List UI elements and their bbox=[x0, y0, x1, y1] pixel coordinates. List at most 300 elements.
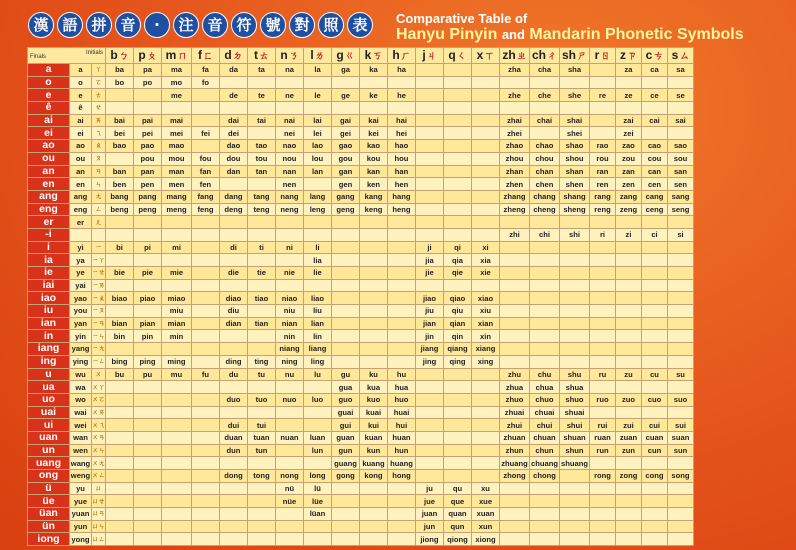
syllable-cell bbox=[444, 279, 472, 292]
syllable-cell: cai bbox=[642, 114, 668, 127]
syllable-cell: zang bbox=[616, 190, 642, 203]
syllable-cell: zu bbox=[616, 368, 642, 381]
syllable-cell: shan bbox=[560, 165, 590, 178]
initial-zhuyin: ㄎ bbox=[372, 50, 383, 62]
initial-zhuyin: ㄇ bbox=[177, 50, 188, 62]
syllable-cell: peng bbox=[134, 203, 162, 216]
syllable-cell bbox=[500, 482, 530, 495]
initial-pinyin: l bbox=[310, 47, 314, 62]
syllable-cell: long bbox=[304, 470, 332, 483]
syllable-cell: jiu bbox=[416, 305, 444, 318]
syllable-cell bbox=[388, 355, 416, 368]
syllable-cell bbox=[560, 495, 590, 508]
syllable-cell bbox=[134, 254, 162, 267]
syllable-cell: sun bbox=[668, 444, 694, 457]
syllable-cell bbox=[248, 216, 276, 229]
syllable-cell: chang bbox=[530, 190, 560, 203]
syllable-cell bbox=[642, 330, 668, 343]
syllable-cell bbox=[668, 355, 694, 368]
syllable-cell: na bbox=[276, 64, 304, 77]
syllable-cell bbox=[444, 419, 472, 432]
syllable-cell: zai bbox=[616, 114, 642, 127]
syllable-cell bbox=[360, 520, 388, 533]
syllable-cell bbox=[642, 343, 668, 356]
initial-pinyin: g bbox=[336, 47, 344, 62]
syllable-cell: zhai bbox=[500, 114, 530, 127]
syllable-cell: nüe bbox=[276, 495, 304, 508]
syllable-cell bbox=[472, 444, 500, 457]
syllable-cell: lao bbox=[304, 140, 332, 153]
syllable-cell bbox=[332, 102, 360, 115]
syllable-cell: ti bbox=[248, 241, 276, 254]
syllable-cell: nuo bbox=[276, 393, 304, 406]
syllable-cell bbox=[134, 470, 162, 483]
syllable-cell: ce bbox=[642, 89, 668, 102]
syllable-cell bbox=[530, 216, 560, 229]
standalone-pinyin: yun bbox=[70, 520, 92, 533]
syllable-cell bbox=[220, 178, 248, 191]
table-row bbox=[28, 381, 694, 394]
syllable-cell bbox=[162, 216, 192, 229]
syllable-cell: liang bbox=[304, 343, 332, 356]
initial-pinyin: d bbox=[224, 47, 232, 62]
syllable-cell bbox=[472, 152, 500, 165]
title-char: 音 bbox=[115, 12, 141, 38]
syllable-cell: suan bbox=[668, 431, 694, 444]
syllable-cell: ceng bbox=[642, 203, 668, 216]
final-zhuyin: ㄩㄝ bbox=[92, 495, 106, 508]
syllable-cell: heng bbox=[388, 203, 416, 216]
final-label: i bbox=[28, 241, 70, 254]
syllable-cell: jian bbox=[416, 317, 444, 330]
syllable-cell: xia bbox=[472, 254, 500, 267]
syllable-cell: chu bbox=[530, 368, 560, 381]
syllable-cell: cou bbox=[642, 152, 668, 165]
syllable-cell: zhuang bbox=[501, 458, 528, 468]
syllable-cell: fou bbox=[192, 152, 220, 165]
syllable-cell bbox=[500, 508, 530, 521]
syllable-cell: rao bbox=[590, 140, 616, 153]
initial-zhuyin: ㄈ bbox=[203, 50, 213, 62]
syllable-cell bbox=[248, 406, 276, 419]
syllable-cell: mo bbox=[162, 76, 192, 89]
syllable-cell bbox=[472, 114, 500, 127]
syllable-cell bbox=[416, 406, 444, 419]
initial-header-s bbox=[668, 48, 694, 64]
syllable-cell bbox=[106, 457, 134, 470]
syllable-cell: sen bbox=[668, 178, 694, 191]
final-label: an bbox=[28, 165, 70, 178]
syllable-cell bbox=[248, 127, 276, 140]
syllable-cell bbox=[388, 343, 416, 356]
syllable-cell: zhi bbox=[500, 228, 530, 241]
syllable-cell bbox=[500, 241, 530, 254]
standalone-pinyin: yang bbox=[70, 343, 92, 356]
syllable-cell bbox=[642, 102, 668, 115]
syllable-cell: kuan bbox=[360, 431, 388, 444]
syllable-cell: mi bbox=[162, 241, 192, 254]
syllable-cell: ne bbox=[276, 89, 304, 102]
syllable-cell: nong bbox=[276, 470, 304, 483]
syllable-cell bbox=[668, 330, 694, 343]
initial-pinyin: f bbox=[198, 47, 202, 62]
syllable-cell: hei bbox=[388, 127, 416, 140]
final-label: ie bbox=[28, 267, 70, 280]
table-row bbox=[28, 406, 694, 419]
syllable-cell: xiu bbox=[472, 305, 500, 318]
syllable-cell bbox=[416, 64, 444, 77]
table-row bbox=[28, 114, 694, 127]
final-zhuyin: ㄜ bbox=[92, 89, 106, 102]
initial-pinyin: p bbox=[138, 47, 146, 62]
syllable-cell bbox=[500, 355, 530, 368]
syllable-cell bbox=[668, 305, 694, 318]
syllable-cell: shi bbox=[560, 228, 590, 241]
syllable-cell: zhuan bbox=[500, 431, 530, 444]
syllable-cell bbox=[560, 241, 590, 254]
initial-header-ch bbox=[530, 48, 560, 64]
syllable-cell bbox=[388, 520, 416, 533]
initial-header-j bbox=[416, 48, 444, 64]
syllable-cell: zha bbox=[500, 64, 530, 77]
syllable-cell bbox=[472, 76, 500, 89]
title-mandarin-phonetic: Mandarin Phonetic Symbols bbox=[529, 26, 744, 43]
syllable-cell bbox=[444, 165, 472, 178]
syllable-cell bbox=[192, 241, 220, 254]
syllable-cell: ha bbox=[388, 64, 416, 77]
syllable-cell bbox=[220, 406, 248, 419]
table-row bbox=[28, 368, 694, 381]
syllable-cell bbox=[530, 292, 560, 305]
syllable-cell bbox=[560, 317, 590, 330]
table-row bbox=[28, 203, 694, 216]
syllable-cell bbox=[248, 76, 276, 89]
syllable-cell bbox=[360, 533, 388, 546]
syllable-cell bbox=[304, 419, 332, 432]
syllable-cell: bo bbox=[106, 76, 134, 89]
initial-header-q bbox=[444, 48, 472, 64]
final-zhuyin: ㄨㄞ bbox=[92, 406, 106, 419]
final-label: ing bbox=[28, 355, 70, 368]
syllable-cell: nan bbox=[276, 165, 304, 178]
final-label: uo bbox=[28, 393, 70, 406]
final-label: ai bbox=[28, 114, 70, 127]
syllable-cell: run bbox=[590, 444, 616, 457]
initial-zhuyin: ㄅ bbox=[118, 50, 129, 62]
syllable-cell: tian bbox=[248, 317, 276, 330]
syllable-cell bbox=[134, 444, 162, 457]
syllable-cell bbox=[192, 431, 220, 444]
syllable-cell bbox=[106, 533, 134, 546]
syllable-cell: ming bbox=[162, 355, 192, 368]
syllable-cell: sa bbox=[668, 64, 694, 77]
syllable-cell: zui bbox=[616, 419, 642, 432]
initial-header-r bbox=[590, 48, 616, 64]
syllable-cell bbox=[642, 457, 668, 470]
syllable-cell: ku bbox=[360, 368, 388, 381]
syllable-cell bbox=[560, 102, 590, 115]
syllable-cell bbox=[500, 533, 530, 546]
syllable-cell bbox=[472, 216, 500, 229]
syllable-cell bbox=[192, 216, 220, 229]
syllable-cell bbox=[530, 127, 560, 140]
syllable-cell: biao bbox=[106, 292, 134, 305]
syllable-cell bbox=[590, 317, 616, 330]
syllable-cell: diao bbox=[220, 292, 248, 305]
syllable-cell bbox=[444, 64, 472, 77]
syllable-cell bbox=[332, 254, 360, 267]
syllable-cell: dao bbox=[220, 140, 248, 153]
syllable-cell: dian bbox=[220, 317, 248, 330]
syllable-cell: fu bbox=[192, 368, 220, 381]
initial-pinyin: zh bbox=[502, 47, 516, 62]
syllable-cell: sai bbox=[668, 114, 694, 127]
syllable-cell bbox=[134, 457, 162, 470]
syllable-cell: suo bbox=[668, 393, 694, 406]
syllable-cell: dei bbox=[220, 127, 248, 140]
syllable-cell bbox=[332, 317, 360, 330]
standalone-pinyin: you bbox=[70, 305, 92, 318]
syllable-cell: qie bbox=[444, 267, 472, 280]
syllable-cell: chui bbox=[530, 419, 560, 432]
final-zhuyin: ㄧ bbox=[92, 241, 106, 254]
syllable-cell bbox=[416, 165, 444, 178]
table-row bbox=[28, 393, 694, 406]
standalone-pinyin bbox=[70, 228, 92, 241]
title-and: and bbox=[501, 27, 525, 42]
syllable-cell: fen bbox=[192, 178, 220, 191]
initial-header-k bbox=[360, 48, 388, 64]
syllable-cell bbox=[106, 152, 134, 165]
standalone-pinyin: ai bbox=[70, 114, 92, 127]
final-label: ün bbox=[28, 520, 70, 533]
syllable-cell: nou bbox=[276, 152, 304, 165]
syllable-cell bbox=[500, 279, 530, 292]
syllable-cell bbox=[416, 419, 444, 432]
initial-zhuyin: ㄊ bbox=[259, 50, 269, 62]
initials-label: Initials bbox=[85, 50, 103, 56]
syllable-cell: zei bbox=[616, 127, 642, 140]
final-label: iao bbox=[28, 292, 70, 305]
syllable-cell bbox=[276, 457, 304, 470]
syllable-cell bbox=[220, 228, 248, 241]
syllable-cell: zao bbox=[616, 140, 642, 153]
syllable-cell bbox=[560, 533, 590, 546]
syllable-cell: guo bbox=[332, 393, 360, 406]
standalone-pinyin: yong bbox=[71, 534, 90, 544]
syllable-cell: lie bbox=[304, 267, 332, 280]
syllable-cell bbox=[134, 482, 162, 495]
syllable-cell: nuan bbox=[276, 431, 304, 444]
title-char: · bbox=[144, 12, 170, 38]
syllable-cell bbox=[304, 533, 332, 546]
syllable-cell: pa bbox=[134, 64, 162, 77]
syllable-cell: qin bbox=[444, 330, 472, 343]
syllable-cell bbox=[472, 64, 500, 77]
final-label: a bbox=[28, 64, 70, 77]
initial-zhuyin: ㄏ bbox=[400, 50, 411, 62]
syllable-cell: shuai bbox=[560, 406, 590, 419]
syllable-cell: cuo bbox=[642, 393, 668, 406]
syllable-cell: huang bbox=[388, 457, 416, 470]
syllable-cell bbox=[134, 228, 162, 241]
syllable-cell bbox=[530, 343, 560, 356]
syllable-cell bbox=[248, 254, 276, 267]
initial-header-b bbox=[106, 48, 134, 64]
syllable-cell bbox=[444, 431, 472, 444]
syllable-cell: kou bbox=[360, 152, 388, 165]
syllable-cell bbox=[134, 305, 162, 318]
syllable-cell: zhui bbox=[500, 419, 530, 432]
syllable-cell bbox=[134, 381, 162, 394]
syllable-cell: niu bbox=[276, 305, 304, 318]
syllable-cell: ping bbox=[134, 355, 162, 368]
syllable-cell bbox=[134, 216, 162, 229]
syllable-cell: zhun bbox=[500, 444, 530, 457]
syllable-cell bbox=[616, 457, 642, 470]
syllable-cell: bian bbox=[106, 317, 134, 330]
syllable-cell bbox=[220, 533, 248, 546]
syllable-cell bbox=[444, 76, 472, 89]
syllable-cell bbox=[642, 279, 668, 292]
syllable-cell: qiao bbox=[444, 292, 472, 305]
syllable-cell: kan bbox=[360, 165, 388, 178]
syllable-cell bbox=[248, 178, 276, 191]
table-row bbox=[28, 127, 694, 140]
syllable-cell: jun bbox=[416, 520, 444, 533]
syllable-cell bbox=[444, 140, 472, 153]
syllable-cell bbox=[388, 330, 416, 343]
syllable-cell: liu bbox=[304, 305, 332, 318]
syllable-cell: qiang bbox=[444, 343, 472, 356]
syllable-cell bbox=[472, 419, 500, 432]
final-zhuyin: ㄨㄚ bbox=[92, 381, 106, 394]
syllable-cell: jue bbox=[416, 495, 444, 508]
syllable-cell: bei bbox=[106, 127, 134, 140]
syllable-cell: gei bbox=[332, 127, 360, 140]
syllable-cell: zhe bbox=[500, 89, 530, 102]
syllable-cell bbox=[192, 114, 220, 127]
initial-pinyin: h bbox=[392, 47, 400, 62]
syllable-cell: gui bbox=[332, 419, 360, 432]
syllable-cell: guai bbox=[332, 406, 360, 419]
syllable-cell: sou bbox=[668, 152, 694, 165]
syllable-cell bbox=[444, 457, 472, 470]
syllable-cell bbox=[590, 241, 616, 254]
final-label: o bbox=[28, 76, 70, 89]
syllable-cell bbox=[220, 508, 248, 521]
syllable-cell bbox=[276, 216, 304, 229]
initial-pinyin: r bbox=[594, 47, 600, 62]
initial-zhuyin: ㄆ bbox=[146, 50, 157, 62]
syllable-cell bbox=[530, 330, 560, 343]
syllable-cell: nin bbox=[276, 330, 304, 343]
syllable-cell bbox=[590, 533, 616, 546]
syllable-cell bbox=[192, 482, 220, 495]
syllable-cell bbox=[360, 330, 388, 343]
syllable-cell bbox=[106, 393, 134, 406]
syllable-cell bbox=[590, 457, 616, 470]
final-label: üe bbox=[28, 495, 70, 508]
syllable-cell bbox=[616, 317, 642, 330]
syllable-cell bbox=[642, 76, 668, 89]
syllable-cell bbox=[472, 470, 500, 483]
syllable-cell bbox=[360, 482, 388, 495]
syllable-cell: lu bbox=[304, 368, 332, 381]
syllable-cell: pie bbox=[134, 267, 162, 280]
syllable-cell: kui bbox=[360, 419, 388, 432]
syllable-cell: cheng bbox=[530, 203, 560, 216]
table-row bbox=[28, 279, 694, 292]
final-zhuyin: ㄩ bbox=[92, 482, 106, 495]
syllable-cell bbox=[472, 228, 500, 241]
title-char: 照 bbox=[318, 12, 344, 38]
table-row bbox=[28, 241, 694, 254]
syllable-cell: hui bbox=[388, 419, 416, 432]
syllable-cell: liao bbox=[304, 292, 332, 305]
final-zhuyin: ㄧㄢ bbox=[92, 317, 106, 330]
final-zhuyin: ㄨㄤ bbox=[92, 457, 106, 470]
syllable-cell bbox=[590, 64, 616, 77]
final-label: iong bbox=[28, 533, 70, 546]
syllable-cell: ken bbox=[360, 178, 388, 191]
syllable-cell: chao bbox=[530, 140, 560, 153]
initial-zhuyin: ㄉ bbox=[232, 50, 243, 62]
syllable-cell: bai bbox=[106, 114, 134, 127]
standalone-pinyin: wo bbox=[70, 393, 92, 406]
syllable-cell: ling bbox=[304, 355, 332, 368]
syllable-cell bbox=[388, 533, 416, 546]
syllable-cell bbox=[192, 520, 220, 533]
syllable-cell: de bbox=[220, 89, 248, 102]
final-zhuyin: ㄧㄠ bbox=[92, 292, 106, 305]
syllable-cell: shuo bbox=[560, 393, 590, 406]
syllable-cell: bin bbox=[106, 330, 134, 343]
syllable-cell bbox=[162, 381, 192, 394]
initial-zhuyin: ㄋ bbox=[288, 50, 299, 62]
final-label: ua bbox=[28, 381, 70, 394]
syllable-cell bbox=[416, 89, 444, 102]
syllable-cell bbox=[192, 140, 220, 153]
syllable-cell: chuan bbox=[530, 431, 560, 444]
syllable-cell bbox=[162, 431, 192, 444]
syllable-cell bbox=[276, 508, 304, 521]
syllable-cell: cang bbox=[642, 190, 668, 203]
syllable-cell bbox=[444, 114, 472, 127]
table-row bbox=[28, 228, 694, 241]
syllable-cell bbox=[106, 254, 134, 267]
syllable-cell bbox=[530, 305, 560, 318]
syllable-cell: hai bbox=[388, 114, 416, 127]
syllable-cell: neng bbox=[276, 203, 304, 216]
syllable-cell: zi bbox=[616, 228, 642, 241]
syllable-cell: pang bbox=[134, 190, 162, 203]
table-row bbox=[28, 330, 694, 343]
syllable-cell: hu bbox=[388, 368, 416, 381]
syllable-cell: nang bbox=[276, 190, 304, 203]
syllable-cell bbox=[416, 393, 444, 406]
initial-zhuyin: ㄍ bbox=[344, 50, 355, 62]
syllable-cell bbox=[668, 317, 694, 330]
syllable-cell: pu bbox=[134, 368, 162, 381]
syllable-cell: chong bbox=[530, 470, 560, 483]
syllable-cell: quan bbox=[444, 508, 472, 521]
syllable-cell: xie bbox=[472, 267, 500, 280]
syllable-cell: xun bbox=[472, 520, 500, 533]
syllable-cell: gan bbox=[332, 165, 360, 178]
syllable-cell: shen bbox=[560, 178, 590, 191]
syllable-cell: ze bbox=[616, 89, 642, 102]
